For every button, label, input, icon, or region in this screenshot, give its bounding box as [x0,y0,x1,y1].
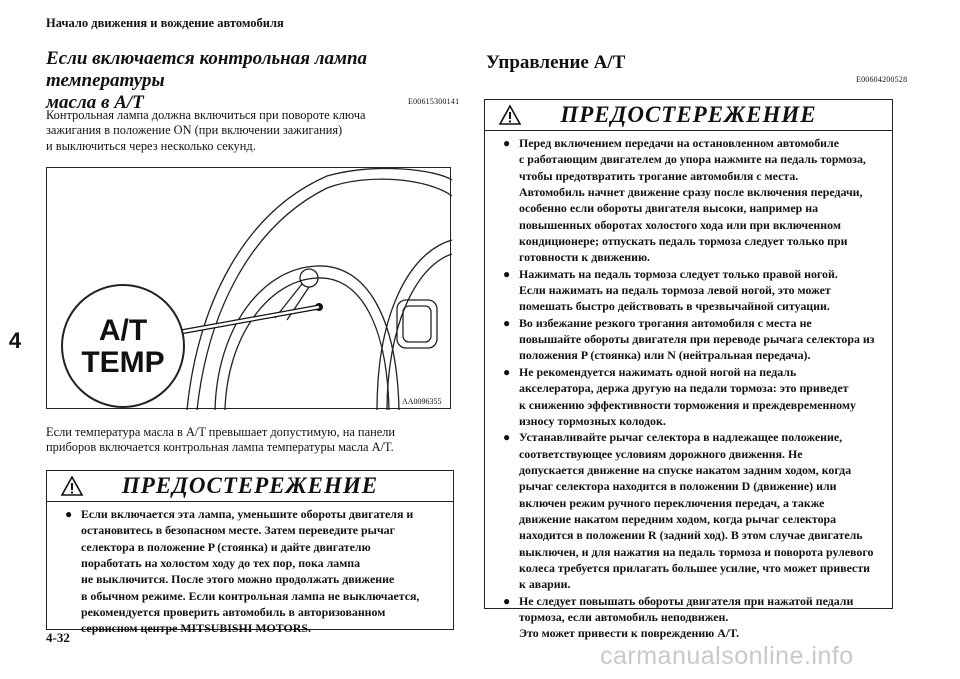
item-line: готовности к движению. [519,250,650,265]
warning-title: ПРЕДОСТЕРЕЖЕНИЕ [560,102,817,127]
warning-header [485,100,892,131]
item-line: Нажимать на педаль тормоза следует только правой ногой. [519,266,838,281]
item-line: повышайте обороты двигателя при переводе рычага селектора из [519,332,875,347]
warning-triangle-icon [61,476,83,496]
warning-lamp-label-line2: TEMP [81,346,165,379]
item-line: Если включается эта лампа, уменьшите обороты двигателя и [81,507,414,521]
item-line: Если нажимать на педаль тормоза левой ногой, это может [519,283,831,298]
paragraph-line: Если температура масла в A/T превышает допустимую, на панели [46,425,396,439]
running-header: Начало движения и вождение автомобиля [46,16,284,30]
item-line: рекомендуется проверить автомобиль в авторизованном [81,605,386,620]
item-line: чтобы предотвратить трогание автомобиля с места. [519,168,799,183]
warning-list [485,131,892,642]
item-line: особенно если обороты двигателя высоки, например на [519,201,819,216]
item-line: к снижению эффективности торможения и преждевременному [519,397,856,412]
warning-item [503,266,884,315]
figure-code: AA0096355 [402,397,442,406]
section-code: E00615300141 [408,97,460,106]
chapter-tab: 4 [8,328,22,353]
item-line: выключен, и для нажатия на педаль тормоза и поворота рулевого [519,544,874,559]
item-line: в обычном режиме. Если контрольная лампа не выключается, [81,588,420,603]
item-line: находится в положении R (задний ход). В этом случае двигатель [519,528,863,543]
item-line: соответствующее условиям дорожного движения. Не [519,446,803,461]
bullet-icon: ● [503,430,511,445]
warning-list [47,502,453,637]
item-line: поработать на холостом ходу до тех пор, пока лампа [81,556,361,571]
title-line: масла в A/T [46,92,144,113]
warning-item [503,315,884,364]
warning-item [65,506,445,637]
bullet-icon: ● [65,507,73,521]
bullet-icon: ● [503,364,511,379]
bullet-icon: ● [503,593,511,608]
item-line: помешать быстро действовать в чрезвычайной ситуации. [519,299,830,314]
after-figure-paragraph [46,425,458,456]
warning-item [503,593,884,642]
item-line: сервисном центре MITSUBISHI MOTORS. [81,621,311,636]
bullet-icon: ● [503,136,511,150]
item-line: тормоза, если автомобиль неподвижен. [519,609,729,624]
item-line: кондиционере; отпускать педаль тормоза следует только при [519,234,848,249]
item-line: не выключится. После этого можно продолжать движение [81,572,395,587]
item-line: включен режим ручного переключения передач, а также [519,495,825,510]
instrument-cluster-figure [46,167,451,409]
item-line: Во избежание резкого трогания автомобиля с места не [519,315,812,330]
item-line: акселератора, держа другую на педали тормоза: это приведет [519,381,849,396]
warning-item [503,135,884,266]
warning-lamp-label-line1: A/T [98,314,148,347]
warning-item [503,429,884,592]
bullet-icon: ● [503,266,511,281]
item-line: Не рекомендуется нажимать одной ногой на педаль [519,364,797,379]
warning-header [47,471,453,502]
item-line: с работающим двигателем до упора нажмите на педаль тормоза, [519,152,866,167]
item-line: Перед включением передачи на остановленном автомобиле [519,136,839,150]
section-title-at-control: Управление A/T [486,52,626,73]
bullet-icon: ● [503,315,511,330]
paragraph-line: Контрольная лампа должна включиться при повороте ключа [46,108,366,122]
paragraph-line: приборов включается контрольная лампа температуры масла A/T. [46,440,394,455]
item-line: Это может привести к повреждению A/T. [519,626,740,641]
section-code: E00604200528 [856,75,908,84]
intro-paragraph [46,108,458,154]
item-line: положения P (стоянка) или N (нейтральная передача). [519,348,811,363]
warning-box-left [46,470,454,636]
item-line: Не следует повышать обороты двигателя при нажатой педали [519,593,854,608]
item-line: Устанавливайте рычаг селектора в надлежащее положение, [519,430,843,445]
warning-triangle-icon [499,105,521,125]
item-line: Автомобиль начнет движение сразу после включения передачи, [519,185,863,200]
item-line: селектора в положение P (стоянка) и дайте двигателю [81,539,371,554]
page-number: 4-32 [46,630,70,645]
item-line: остановитесь в безопасном месте. Затем переведите рычаг [81,523,395,538]
watermark: carmanualsonline.info [600,642,854,670]
item-line: допускается движение на спуске накатом задним ходом, когда [519,462,852,477]
warning-box-right [484,99,893,641]
title-line: Если включается контрольная лампа температуры [46,48,368,91]
instrument-cluster-illustration [47,168,452,410]
item-line: износу тормозных колодок. [519,413,666,428]
warning-title: ПРЕДОСТЕРЕЖЕНИЕ [121,473,379,498]
item-line: движение накатом передним ходом, когда рычаг селектора [519,511,837,526]
item-line: повышенных оборотах холостого хода или при включенном [519,217,841,232]
item-line: колеса требуется прилагать большее усилие, что может привести [519,560,871,575]
warning-item [503,364,884,429]
item-line: рычаг селектора находится в положении D (движение) или [519,479,837,494]
item-line: к аварии. [519,577,571,592]
paragraph-line: зажигания в положение ON (при включении зажигания) [46,123,343,138]
section-title-oil-temp [46,48,458,114]
paragraph-line: и выключиться через несколько секунд. [46,138,256,153]
